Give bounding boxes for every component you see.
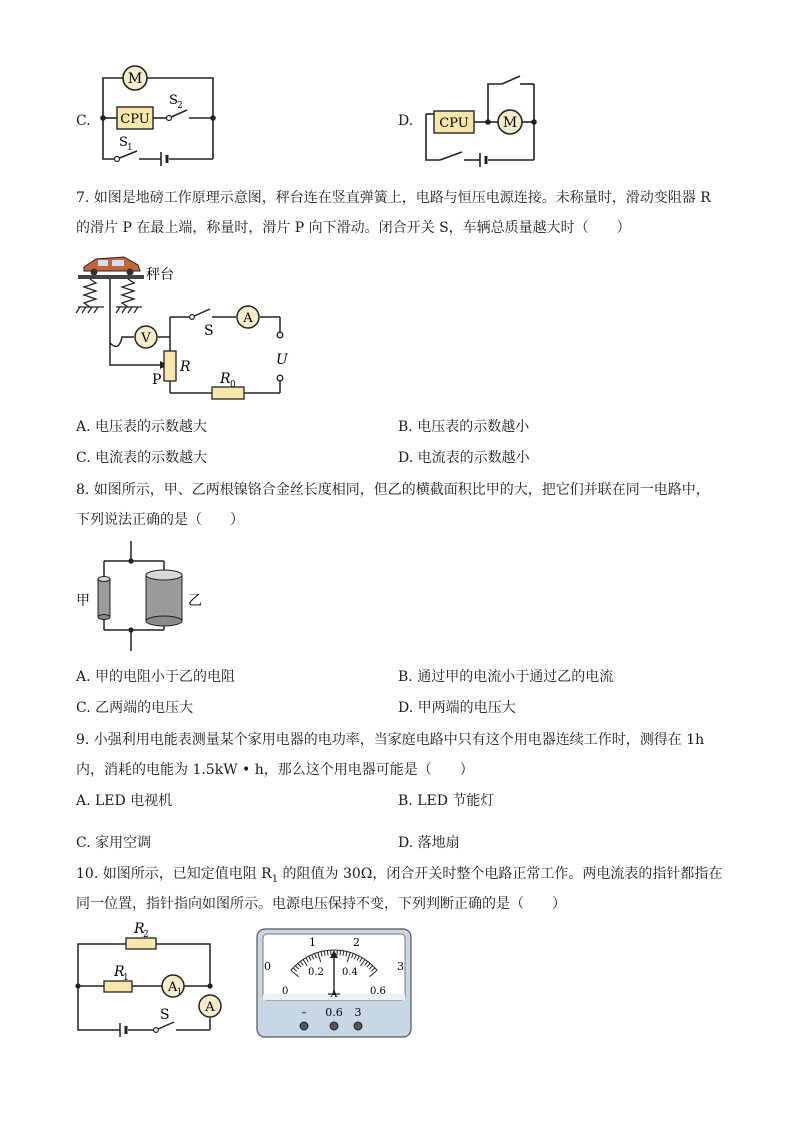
svg-text:1: 1	[177, 987, 183, 996]
svg-text:2: 2	[177, 101, 183, 111]
q10-circuit-figure	[76, 922, 236, 1037]
q7-weighbridge-figure	[76, 253, 306, 403]
dial-unit: A	[330, 990, 338, 1000]
svg-text:0.6: 0.6	[325, 1006, 343, 1019]
svg-text:R: R	[114, 964, 125, 980]
svg-text:1: 1	[123, 973, 129, 983]
svg-text:S: S	[204, 323, 214, 339]
switch-s2-label: S	[169, 93, 178, 108]
q8-stem-line2: 下列说法正确的是（ ）	[76, 512, 244, 528]
svg-text:CPU: CPU	[439, 116, 469, 131]
q8-option-a: A. 甲的电阻小于乙的电阻	[76, 669, 236, 685]
svg-text:2: 2	[143, 930, 149, 940]
svg-text:乙: 乙	[188, 593, 202, 609]
svg-text:甲: 甲	[76, 593, 90, 609]
svg-text:0: 0	[264, 960, 271, 973]
q10-ammeter-dial	[256, 928, 412, 1038]
svg-text:P: P	[152, 372, 162, 388]
svg-text:M: M	[502, 115, 518, 131]
q8-option-c: C. 乙两端的电压大	[76, 700, 194, 716]
q9-option-c: C. 家用空调	[76, 835, 152, 851]
q7-option-b: B. 电压表的示数越小	[398, 419, 530, 435]
q9-option-a: A. LED 电视机	[76, 793, 173, 809]
q10-stem-line2: 同一位置，指针指向如图所示。电源电压保持不变，下列判断正确的是（ ）	[76, 896, 566, 912]
svg-text:0.6: 0.6	[370, 986, 386, 997]
q7-option-a: A. 电压表的示数越大	[76, 419, 208, 435]
q7-stem-line1: 7. 如图是地磅工作原理示意图，秤台连在竖直弹簧上，电路与恒压电源连接。未称量时，滑动变阻器 R	[76, 190, 711, 206]
svg-text:3: 3	[354, 1006, 362, 1019]
q7-option-c: C. 电流表的示数越大	[76, 450, 208, 466]
q6-option-c-label: C.	[76, 113, 91, 129]
q9-stem-line2: 内，消耗的电能为 1.5kW • h，那么这个用电器可能是（ ）	[76, 762, 474, 778]
svg-text:1: 1	[309, 936, 316, 949]
svg-text:A: A	[243, 311, 253, 326]
svg-text:2: 2	[353, 936, 360, 949]
svg-text:V: V	[141, 331, 151, 346]
svg-text:秤台: 秤台	[146, 267, 174, 283]
q7-option-d: D. 电流表的示数越小	[398, 450, 530, 466]
q7-stem-line2: 的滑片 P 在最上端，称量时，滑片 P 向下滑动。闭合开关 S，车辆总质量越大时（ ）	[76, 220, 631, 236]
svg-text:3: 3	[397, 960, 404, 973]
svg-text:R: R	[220, 371, 231, 387]
svg-text:0.4: 0.4	[342, 967, 358, 978]
svg-text:0: 0	[230, 380, 236, 390]
svg-text:R: R	[180, 359, 191, 375]
dial-tick	[327, 950, 328, 955]
svg-text:R: R	[134, 921, 145, 937]
motor-label: M	[127, 71, 143, 87]
q6-option-d-label: D.	[398, 113, 414, 129]
svg-text:0: 0	[282, 986, 289, 997]
q9-option-b: B. LED 节能灯	[398, 793, 495, 809]
svg-text:A: A	[205, 1000, 215, 1015]
svg-text:A: A	[168, 980, 178, 995]
svg-text:U: U	[276, 352, 288, 368]
svg-text:1: 1	[127, 143, 133, 153]
svg-text:–: –	[301, 1006, 307, 1019]
q9-option-d: D. 落地扇	[398, 835, 460, 851]
q10-stem-line1: 10. 如图所示，已知定值电阻 $R_1$ 的阻值为 30Ω，闭合开关时整个电路正常工作。两电流表的指针都指在	[76, 866, 723, 885]
svg-text:S: S	[160, 1007, 170, 1023]
cpu-label: CPU	[120, 112, 150, 127]
q8-option-d: D. 甲两端的电压大	[398, 700, 516, 716]
q8-option-b: B. 通过甲的电流小于通过乙的电流	[398, 669, 614, 685]
switch-s1-label: S	[119, 135, 128, 150]
q8-stem-line1: 8. 如图所示，甲、乙两根镍铬合金丝长度相同，但乙的横截面积比甲的大，把它们并联在同一电路中，	[76, 482, 710, 498]
q9-stem-line1: 9. 小强利用电能表测量某个家用电器的电功率，当家庭电路中只有这个用电器连续工作时，测得在 1h	[76, 732, 705, 748]
q6-circuit-c	[95, 62, 235, 172]
q6-circuit-d	[424, 70, 544, 170]
q8-wires-figure	[76, 541, 216, 656]
svg-text:0.2: 0.2	[308, 967, 324, 978]
dial-tick	[340, 950, 341, 955]
